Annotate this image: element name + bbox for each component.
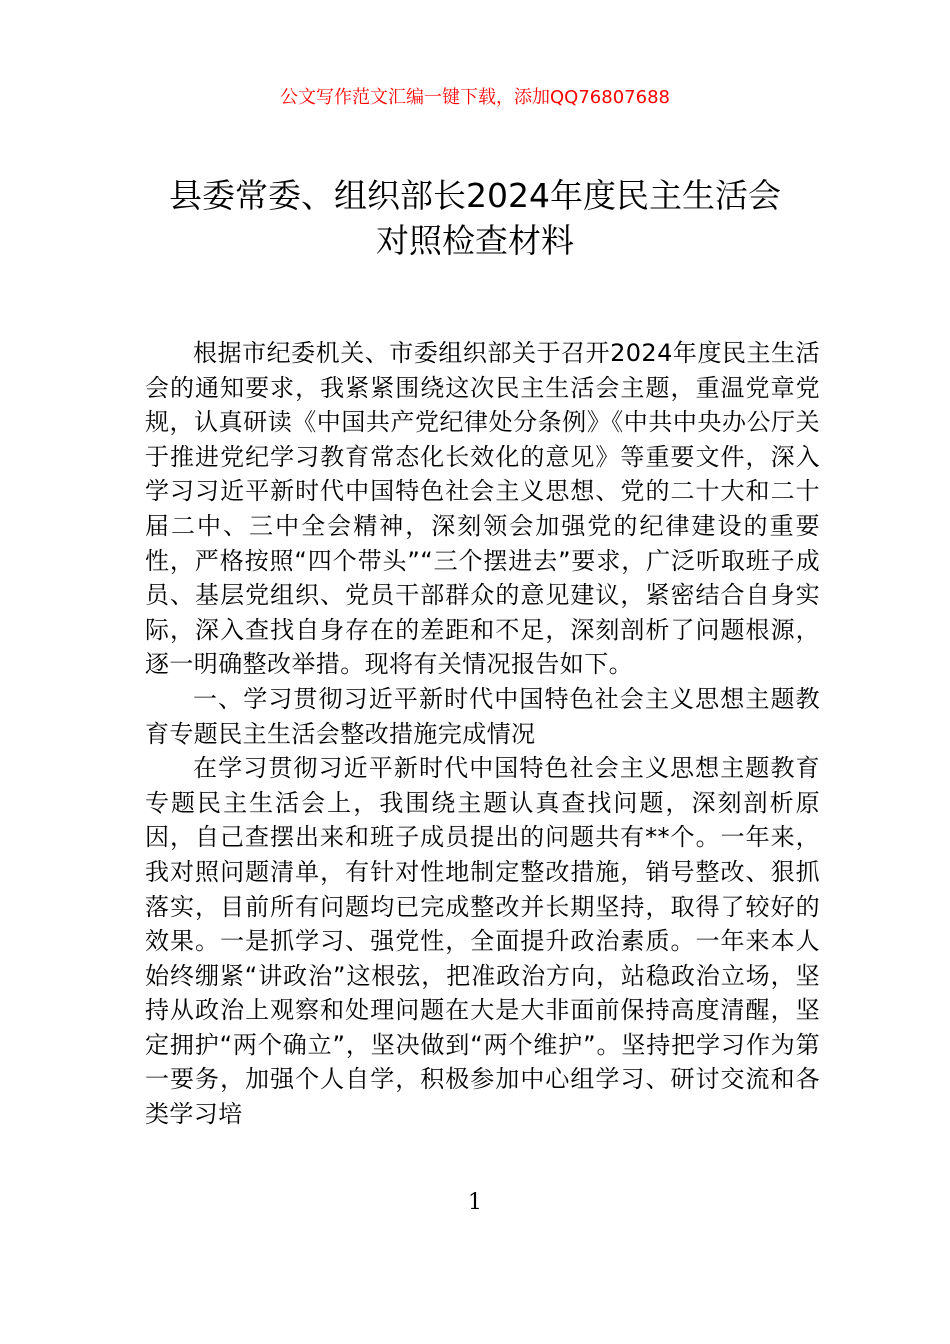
document-body — [145, 336, 820, 1132]
document-title-line-1: 县委常委、组织部长2024年度民主生活会 — [169, 176, 781, 215]
page-number: 1 — [468, 1190, 482, 1215]
header-download-note: 公文写作范文汇编一键下载，添加QQ76807688 — [280, 87, 670, 108]
section-heading-1: 一、学习贯彻习近平新时代中国特色社会主义思想主题教育专题民主生活会整改措施完成情况 — [145, 684, 820, 748]
document-title-line-2: 对照检查材料 — [376, 221, 574, 260]
paragraph-section-1: 在学习贯彻习近平新时代中国特色社会主义思想主题教育专题民主生活会上，我围绕主题认真查找问题，深刻剖析原因，自己查摆出来和班子成员提出的问题共有**个。一年来，我对照问题清单，有针对性地制定整改措施，销号整改、狠抓落实，目前所有问题均已完成整改并长期坚持，取得了较好的效果。一是抓学习、强党性，全面提升政治素质。一年来本人始终绷紧“讲政治”这根弦，把准政治方向，站稳政治立场，坚持从政治上观察和处理问题在大是大非面前保持高度清醒，坚定拥护“两个确立”，坚决做到“两个维护”。坚持把学习作为第一要务，加强个人自学，积极参加中心组学习、研讨交流和各类学习培 — [145, 754, 820, 1129]
paragraph-intro: 根据市纪委机关、市委组织部关于召开2024年度民主生活会的通知要求，我紧紧围绕这次民主生活会主题，重温党章党规，认真研读《中国共产党纪律处分条例》《中共中央办公厅关于推进党纪学习教育常态化长效化的意见》等重要文件，深入学习习近平新时代中国特色社会主义思想、党的二十大和二十届二中、三中全会精神，深刻领会加强党的纪律建设的重要性，严格按照“四个带头”“三个摆进去”要求，广泛听取班子成员、基层党组织、党员干部群众的意见建议，紧密结合自身实际，深入查找自身存在的差距和不足，深刻剖析了问题根源，逐一明确整改举措。现将有关情况报告如下。 — [145, 339, 820, 679]
